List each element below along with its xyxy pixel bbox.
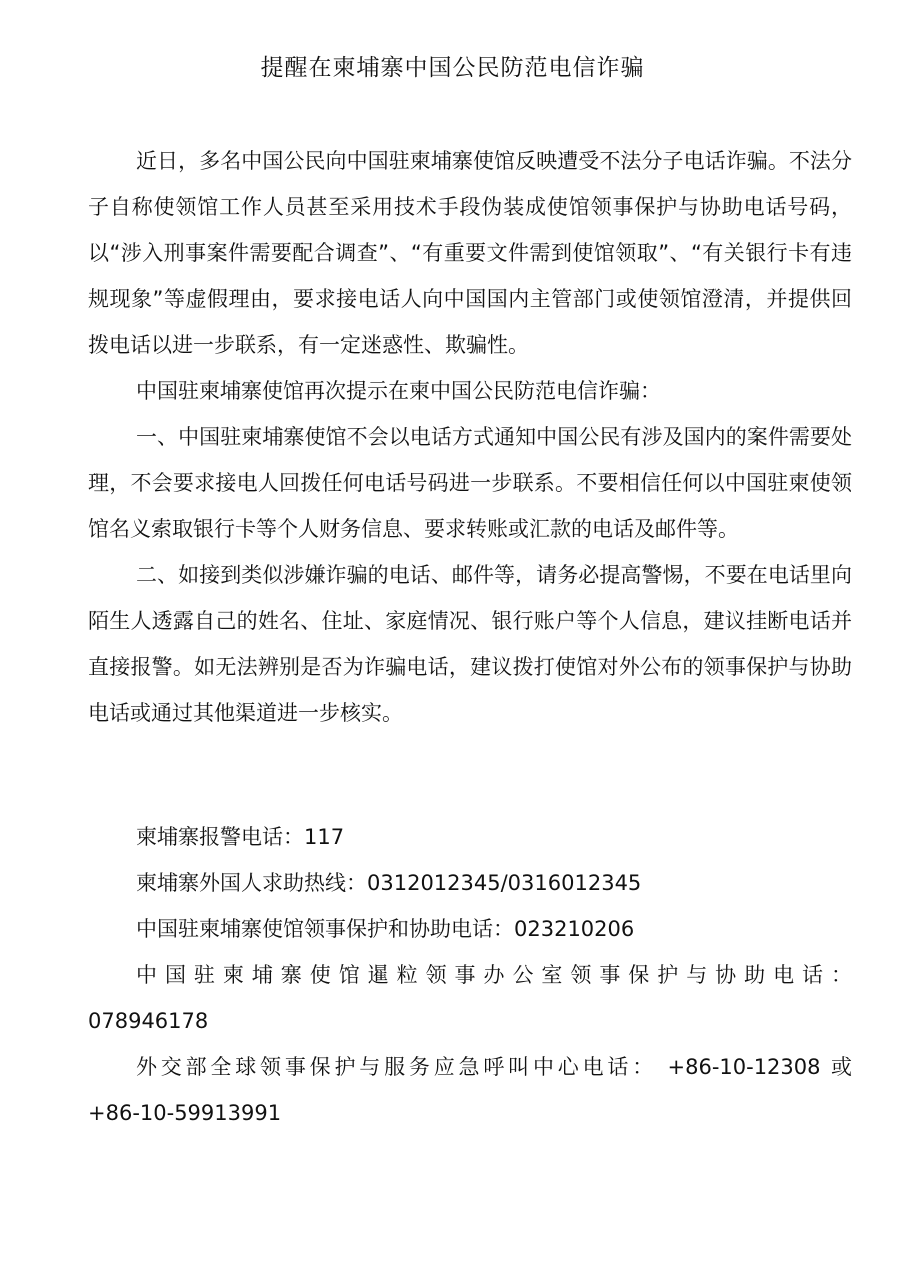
contact-mfa-number: +86-10-59913991: [88, 1101, 282, 1125]
paragraph-reminder-heading: 中国驻柬埔寨使馆再次提示在柬中国公民防范电信诈骗：: [136, 379, 661, 403]
contact-siem-reap-number: 078946178: [88, 1009, 209, 1033]
contact-list: [88, 814, 852, 1136]
document-title: 提醒在柬埔寨中国公民防范电信诈骗: [260, 55, 645, 81]
contact-embassy-phone: 中国驻柬埔寨使馆领事保护和协助电话：023210206: [136, 917, 635, 941]
contact-foreigner-hotline: 柬埔寨外国人求助热线：0312012345/0316012345: [136, 871, 642, 895]
paragraph-point-two: 二、如接到类似涉嫌诈骗的电话、邮件等，请务必提高警惕，不要在电话里向陌生人透露自己的姓名、住址、家庭情况、银行账户等个人信息，建议挂断电话并直接报警。如无法辨别是否为诈骗电话，建议拨打使馆对外公布的领事保护与协助电话或通过其他渠道进一步核实。: [88, 563, 852, 725]
paragraph-intro: 近日，多名中国公民向中国驻柬埔寨使馆反映遭受不法分子电话诈骗。不法分子自称使领馆工作人员甚至采用技术手段伪装成使馆领事保护与协助电话号码，以“涉入刑事案件需要配合调查”、“有重要文件需到使馆领取”、“有关银行卡有违规现象”等虚假理由，要求接电话人向中国国内主管部门或使领馆澄清，并提供回拨电话以进一步联系，有一定迷惑性、欺骗性。: [88, 149, 852, 357]
contact-siem-reap-label: 中国驻柬埔寨使馆暹粒领事办公室领事保护与协助电话：: [136, 963, 852, 987]
contact-mfa-label: 外交部全球领事保护与服务应急呼叫中心电话： +86-10-12308 或: [136, 1055, 852, 1079]
paragraph-point-one: 一、中国驻柬埔寨使馆不会以电话方式通知中国公民有涉及国内的案件需要处理，不会要求接电人回拨任何电话号码进一步联系。不要相信任何以中国驻柬使领馆名义索取银行卡等个人财务信息、要求转账或汇款的电话及邮件等。: [88, 425, 852, 541]
contact-police-phone: 柬埔寨报警电话：117: [136, 825, 345, 849]
document-body: [88, 138, 852, 736]
